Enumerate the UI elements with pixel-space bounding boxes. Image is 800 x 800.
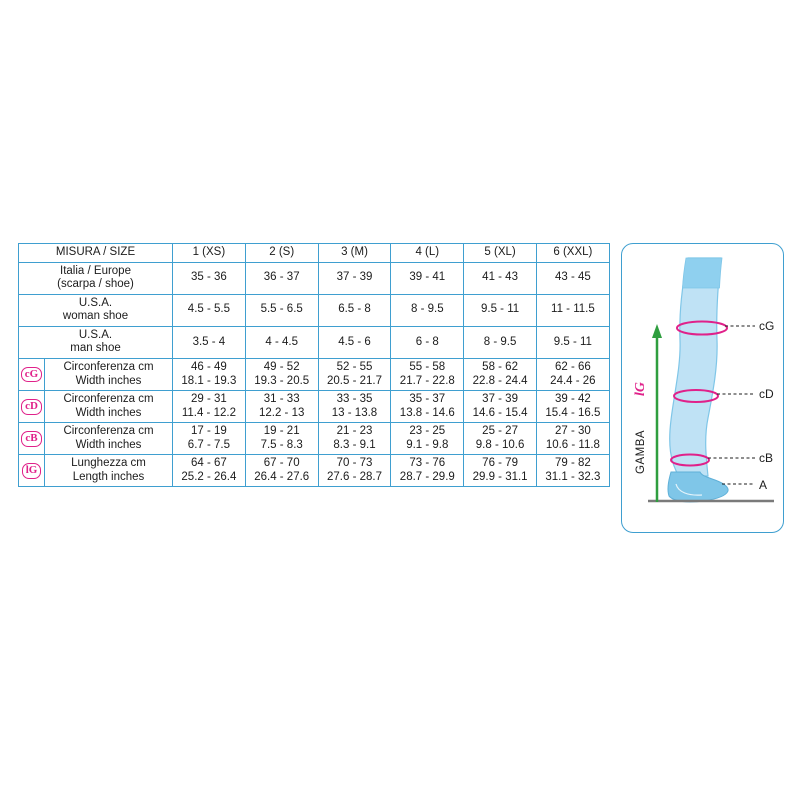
cell-value-cm: 23 - 25 [409, 425, 446, 438]
cell-value [245, 455, 318, 487]
cell-value-cm: 31 - 33 [263, 393, 300, 406]
cell-value: 5.5 - 6.5 [245, 294, 318, 326]
cell-value-in: 31.1 - 32.3 [545, 470, 601, 483]
cell-value [464, 391, 537, 423]
cell-value-cm: 49 - 52 [263, 360, 300, 373]
cell-value [391, 391, 464, 423]
cell-value-in: 11.4 - 12.2 [181, 406, 236, 419]
cell-value-in: 9.8 - 10.6 [475, 438, 525, 451]
row-label-line2: Length inches [72, 470, 145, 483]
header-size-6: 6 (XXL) [536, 244, 609, 263]
cb-label: cB [759, 451, 774, 465]
cb-badge-label: cB [21, 431, 41, 447]
cell-value-cm: 27 - 30 [554, 425, 591, 438]
table-row [19, 423, 610, 455]
cell-value-in: 29.9 - 31.1 [472, 470, 528, 483]
cell-value-in: 25.2 - 26.4 [181, 470, 237, 483]
header-size-2: 2 (S) [245, 244, 318, 263]
row-label-lg [45, 455, 173, 487]
cell-value [464, 455, 537, 487]
header-size-4: 4 (L) [391, 244, 464, 263]
cd-badge-icon [19, 391, 45, 423]
cell-value [464, 358, 537, 390]
row-label-cb [45, 423, 173, 455]
cell-value-cm: 79 - 82 [554, 457, 591, 470]
cell-value-in: 18.1 - 19.3 [181, 374, 237, 387]
row-label-line1: Circonferenza cm [63, 360, 154, 373]
cell-value-cm: 64 - 67 [190, 457, 227, 470]
row-label-line2: Width inches [75, 374, 142, 387]
row-label-line2: woman shoe [62, 310, 129, 323]
cell-value-in: 14.6 - 15.4 [472, 406, 528, 419]
cell-value-cm: 37 - 39 [482, 393, 518, 406]
cell-value-cm: 33 - 35 [336, 393, 373, 406]
cell-value-cm: 67 - 70 [263, 457, 300, 470]
row-label-line2: (scarpa / shoe) [57, 278, 134, 291]
cell-value [391, 455, 464, 487]
cell-value: 41 - 43 [464, 262, 537, 294]
cell-value-cm: 62 - 66 [554, 360, 591, 373]
cell-value-in: 19.3 - 20.5 [254, 374, 310, 387]
cell-value-in: 21.7 - 22.8 [399, 374, 455, 387]
cell-value [536, 358, 609, 390]
cell-value-cm: 29 - 31 [190, 393, 227, 406]
cell-value [173, 391, 246, 423]
cell-value: 3.5 - 4 [173, 326, 246, 358]
row-label-line2: Width inches [75, 438, 142, 451]
cell-value-cm: 21 - 23 [336, 425, 373, 438]
cd-label: cD [759, 387, 774, 401]
cell-value-in: 6.7 - 7.5 [187, 438, 230, 451]
cell-value [536, 391, 609, 423]
cb-badge-icon [19, 423, 45, 455]
cell-value-cm: 76 - 79 [482, 457, 518, 470]
row-label-line1: Circonferenza cm [63, 393, 154, 406]
cell-value: 39 - 41 [391, 262, 464, 294]
cell-value-cm: 19 - 21 [263, 425, 300, 438]
header-size-1: 1 (XS) [173, 244, 246, 263]
cell-value [464, 423, 537, 455]
cell-value: 8 - 9.5 [391, 294, 464, 326]
cg-badge-label: cG [21, 367, 42, 383]
cell-value-cm: 17 - 19 [190, 425, 227, 438]
cell-value-in: 13 - 13.8 [331, 406, 378, 419]
table-row [19, 262, 610, 294]
size-chart-container [18, 243, 784, 555]
row-label-line2: Width inches [75, 406, 142, 419]
row-label-line1: U.S.A. [78, 296, 113, 309]
cell-value-in: 20.5 - 21.7 [327, 374, 382, 387]
cell-value-cm: 58 - 62 [482, 360, 518, 373]
table-row [19, 294, 610, 326]
cell-value-cm: 52 - 55 [336, 360, 373, 373]
cell-value [318, 455, 391, 487]
length-arrow-icon [652, 324, 662, 502]
a-label: A [759, 478, 768, 492]
cell-value-cm: 73 - 76 [409, 457, 446, 470]
header-size-5: 5 (XL) [464, 244, 537, 263]
cell-value: 4.5 - 6 [318, 326, 391, 358]
size-table [18, 243, 610, 487]
header-label: MISURA / SIZE [19, 244, 173, 263]
cell-value: 37 - 39 [318, 262, 391, 294]
cell-value [245, 423, 318, 455]
cell-value-in: 9.1 - 9.8 [406, 438, 449, 451]
cell-value [391, 423, 464, 455]
cell-value-cm: 35 - 37 [409, 393, 446, 406]
cell-value: 6 - 8 [391, 326, 464, 358]
cell-value [318, 423, 391, 455]
lg-label: lG [633, 382, 648, 396]
cell-value-in: 26.4 - 27.6 [254, 470, 310, 483]
cell-value-in: 13.8 - 14.6 [399, 406, 455, 419]
cell-value: 11 - 11.5 [536, 294, 609, 326]
cell-value-cm: 25 - 27 [482, 425, 518, 438]
row-label-cg [45, 358, 173, 390]
lg-badge-icon [19, 455, 45, 487]
cell-value [245, 391, 318, 423]
table-row [19, 358, 610, 390]
row-label-usa-woman [19, 294, 173, 326]
table-row [19, 326, 610, 358]
cell-value: 4 - 4.5 [245, 326, 318, 358]
cell-value: 9.5 - 11 [464, 294, 537, 326]
row-label-line1: Circonferenza cm [63, 425, 154, 438]
cell-value-in: 10.6 - 11.8 [545, 438, 600, 451]
cell-value [173, 423, 246, 455]
cd-badge-label: cD [21, 399, 42, 415]
cell-value-in: 22.8 - 24.4 [472, 374, 528, 387]
cell-value-in: 8.3 - 9.1 [333, 438, 376, 451]
table-row [19, 455, 610, 487]
cell-value-cm: 46 - 49 [190, 360, 227, 373]
cell-value: 6.5 - 8 [318, 294, 391, 326]
row-label-italia [19, 262, 173, 294]
row-label-line1: Lunghezza cm [71, 457, 146, 470]
row-label-usa-man [19, 326, 173, 358]
lg-badge-label: lG [22, 463, 42, 479]
cell-value-in: 27.6 - 28.7 [327, 470, 382, 483]
table-header-row [19, 244, 610, 263]
cell-value-cm: 39 - 42 [554, 393, 591, 406]
cell-value: 35 - 36 [173, 262, 246, 294]
cell-value-in: 7.5 - 8.3 [260, 438, 303, 451]
cell-value-cm: 70 - 73 [336, 457, 373, 470]
leg-diagram-panel [621, 243, 784, 533]
cell-value [173, 358, 246, 390]
cg-label: cG [759, 319, 775, 333]
cell-value-in: 28.7 - 29.9 [399, 470, 455, 483]
cell-value: 43 - 45 [536, 262, 609, 294]
header-size-3: 3 (M) [318, 244, 391, 263]
cell-value: 36 - 37 [245, 262, 318, 294]
cell-value: 8 - 9.5 [464, 326, 537, 358]
table-row [19, 391, 610, 423]
cell-value-cm: 55 - 58 [409, 360, 446, 373]
leg-diagram-svg [622, 244, 782, 531]
row-label-line1: Italia / Europe [60, 264, 131, 277]
cell-value: 4.5 - 5.5 [173, 294, 246, 326]
cell-value [245, 358, 318, 390]
cell-value: 9.5 - 11 [536, 326, 609, 358]
cell-value [318, 391, 391, 423]
cell-value [391, 358, 464, 390]
cell-value-in: 24.4 - 26 [550, 374, 596, 387]
cell-value-in: 12.2 - 13 [258, 406, 305, 419]
cell-value [318, 358, 391, 390]
cell-value-in: 15.4 - 16.5 [545, 406, 601, 419]
cell-value [536, 423, 609, 455]
cell-value [173, 455, 246, 487]
row-label-cd [45, 391, 173, 423]
gamba-label: GAMBA [635, 429, 647, 474]
row-label-line1: U.S.A. [78, 328, 113, 341]
cg-badge-icon [19, 358, 45, 390]
cell-value [536, 455, 609, 487]
row-label-line2: man shoe [70, 342, 121, 355]
